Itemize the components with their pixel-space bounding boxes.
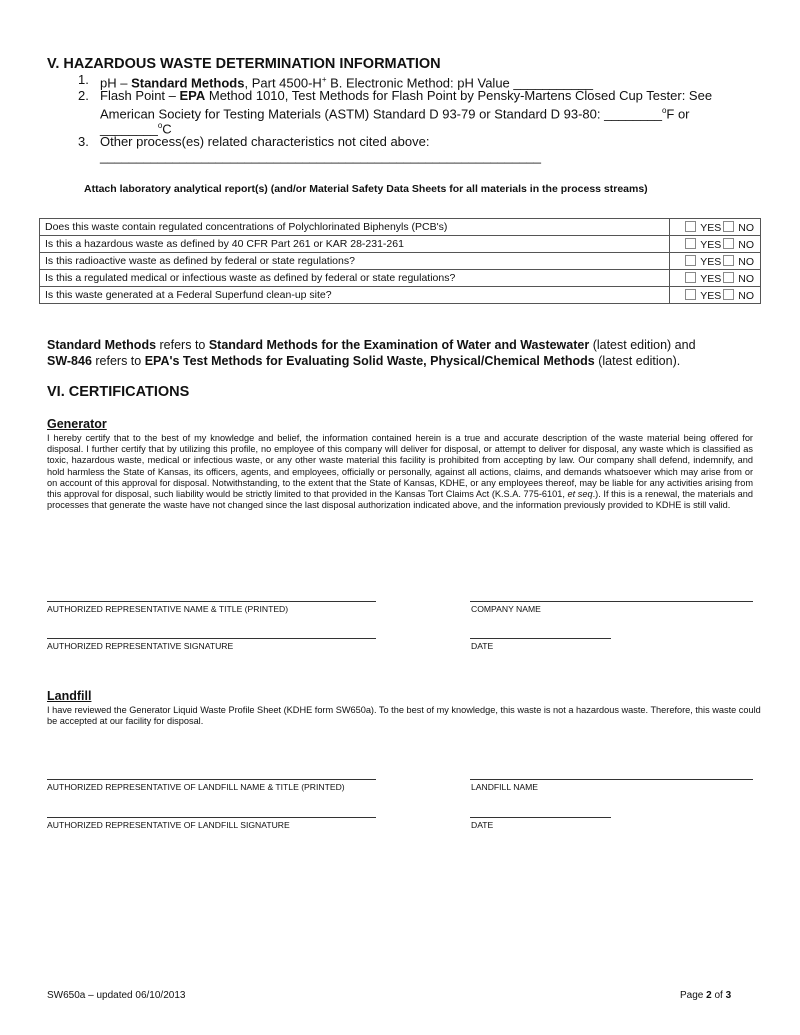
item-3-number: 3. <box>78 134 89 149</box>
determination-list <box>78 72 758 172</box>
item-2-astm-line: American Society for Testing Materials (ASTM) Standard D 93-79 or Standard D 93-80: ________$^o$F or <box>100 106 690 122</box>
rep-signature-label: AUTHORIZED REPRESENTATIVE SIGNATURE <box>47 641 234 651</box>
generator-heading: Generator <box>47 417 107 431</box>
answer-cell <box>670 270 761 287</box>
yes-checkbox[interactable] <box>685 289 696 300</box>
landfill-name-label: LANDFILL NAME <box>471 782 539 792</box>
item-2-flash-point: Flash Point – EPA Method 1010, Test Methods for Flash Point by Pensky-Martens Closed Cup Tester: See <box>100 88 713 103</box>
attach-report-note: Attach laboratory analytical report(s) (and/or Material Safety Data Sheets for all materials in the process streams) <box>84 183 648 195</box>
no-checkbox[interactable] <box>723 221 734 232</box>
questions-table-wrapper <box>39 218 761 304</box>
question-text: Is this waste generated at a Federal Superfund clean-up site? <box>40 287 670 304</box>
landfill-signature-line[interactable] <box>47 817 376 818</box>
item-1-ph: pH – Standard Methods, Part 4500-H+ B. Electronic Method: pH Value ___________ <box>100 75 593 91</box>
item-2-celsius-line: ________$^o$C <box>100 121 172 137</box>
landfill-signature-label: AUTHORIZED REPRESENTATIVE OF LANDFILL SIGNATURE <box>47 820 290 830</box>
references-paragraph: Standard Methods refers to Standard Methods for the Examination of Water and Wastewater (latest edition) and SW-846 refers to EPA's Test Methods for Evaluating Solid Waste, Physical/Chemical Methods (latest edition). <box>47 338 696 368</box>
yes-checkbox[interactable] <box>685 238 696 249</box>
landfill-certification-text: I have reviewed the Generator Liquid Waste Profile Sheet (KDHE form SW650a). To the best of my knowledge, this waste is not a hazardous waste. Therefore, this waste could be accepted at our facility for disposal. <box>47 705 761 727</box>
yes-label: YES <box>700 221 722 234</box>
no-label: NO <box>738 238 754 251</box>
ph-value-field[interactable]: B. Electronic Method: pH Value ___________ <box>326 75 593 91</box>
item-1-number: 1. <box>78 72 89 87</box>
rep-name-line[interactable] <box>47 601 376 602</box>
no-label: NO <box>738 272 754 285</box>
yes-checkbox[interactable] <box>685 255 696 266</box>
answer-cell <box>670 236 761 253</box>
no-checkbox[interactable] <box>723 272 734 283</box>
answer-cell <box>670 219 761 236</box>
landfill-heading: Landfill <box>47 689 92 703</box>
landfill-date-line[interactable] <box>470 817 611 818</box>
question-text: Is this a hazardous waste as defined by 40 CFR Part 261 or KAR 28-231-261 <box>40 236 670 253</box>
other-process-field[interactable]: _____________________________________________________________ <box>100 149 542 164</box>
question-text: Is this a regulated medical or infectious waste as defined by federal or state regulations? <box>40 270 670 287</box>
answer-cell <box>670 253 761 270</box>
yes-label: YES <box>700 272 722 285</box>
section-v-title: V. HAZARDOUS WASTE DETERMINATION INFORMATION <box>47 56 441 72</box>
question-row <box>40 270 761 287</box>
rep-signature-line[interactable] <box>47 638 376 639</box>
no-label: NO <box>738 289 754 302</box>
flash-point-f-field[interactable]: American Society for Testing Materials (ASTM) Standard D 93-79 or Standard D 93-80: ________ <box>100 106 662 122</box>
no-checkbox[interactable] <box>723 255 734 266</box>
landfill-date-label: DATE <box>471 820 494 830</box>
no-checkbox[interactable] <box>723 289 734 300</box>
generator-date-line[interactable] <box>470 638 611 639</box>
generator-date-label: DATE <box>471 641 494 651</box>
landfill-rep-name-line[interactable] <box>47 779 376 780</box>
yes-label: YES <box>700 238 722 251</box>
yes-checkbox[interactable] <box>685 221 696 232</box>
question-text: Does this waste contain regulated concentrations of Polychlorinated Biphenyls (PCB's) <box>40 219 670 236</box>
question-row <box>40 253 761 270</box>
question-row <box>40 287 761 304</box>
flash-point-c-field[interactable]: ________ <box>100 121 158 137</box>
question-row <box>40 236 761 253</box>
item-2-number: 2. <box>78 88 89 103</box>
question-text: Is this radioactive waste as defined by federal or state regulations? <box>40 253 670 270</box>
yes-label: YES <box>700 289 722 302</box>
no-label: NO <box>738 221 754 234</box>
item-3-other: Other process(es) related characteristics not cited above: <box>100 134 430 149</box>
no-label: NO <box>738 255 754 268</box>
no-checkbox[interactable] <box>723 238 734 249</box>
yes-checkbox[interactable] <box>685 272 696 283</box>
yes-label: YES <box>700 255 722 268</box>
section-vi-title: VI. CERTIFICATIONS <box>47 384 190 400</box>
question-row <box>40 219 761 236</box>
company-name-line[interactable] <box>470 601 753 602</box>
landfill-name-line[interactable] <box>470 779 753 780</box>
generator-certification-text: I hereby certify that to the best of my knowledge and belief, the information contained herein is a true and accurate description of the waste material being offered for disposal. I further certify that by utilizing this profile, no employee of this company will deliver for disposal, or attempt to deliver for disposal, any waste which is classified as toxic, hazardous waste, medical or infectious waste, or any other waste material this facility is prohibited from accepting by law. Our company shall defend, indemnify, and hold harmless the State of Kansas, its officers, agents, and employees, officially or personally, against all actions, claims, and demands whatsoever which may arise from or on account of this approval for disposal. Notwithstanding, to the extent that the State of Kansas, KDHE, or any employees thereof, may be liable for any activities arising from this approval for disposal, such liability would be strictly limited to that provided in the Kansas Tort Claims Act (K.S.A. 775-6101, et seq.). If this is a renewal, the materials and processes that generate the waste have not changed since the last disposal authorization indicated above, and the information previously provided to KDHE is still valid. <box>47 433 753 511</box>
landfill-rep-name-label: AUTHORIZED REPRESENTATIVE OF LANDFILL NAME & TITLE (PRINTED) <box>47 782 345 792</box>
footer-page-number: Page 2 of 3 <box>680 990 732 1001</box>
rep-name-label: AUTHORIZED REPRESENTATIVE NAME & TITLE (PRINTED) <box>47 604 289 614</box>
questions-table <box>39 218 761 304</box>
answer-cell <box>670 287 761 304</box>
footer-form-id: SW650a – updated 06/10/2013 <box>47 990 186 1001</box>
company-name-label: COMPANY NAME <box>471 604 541 614</box>
